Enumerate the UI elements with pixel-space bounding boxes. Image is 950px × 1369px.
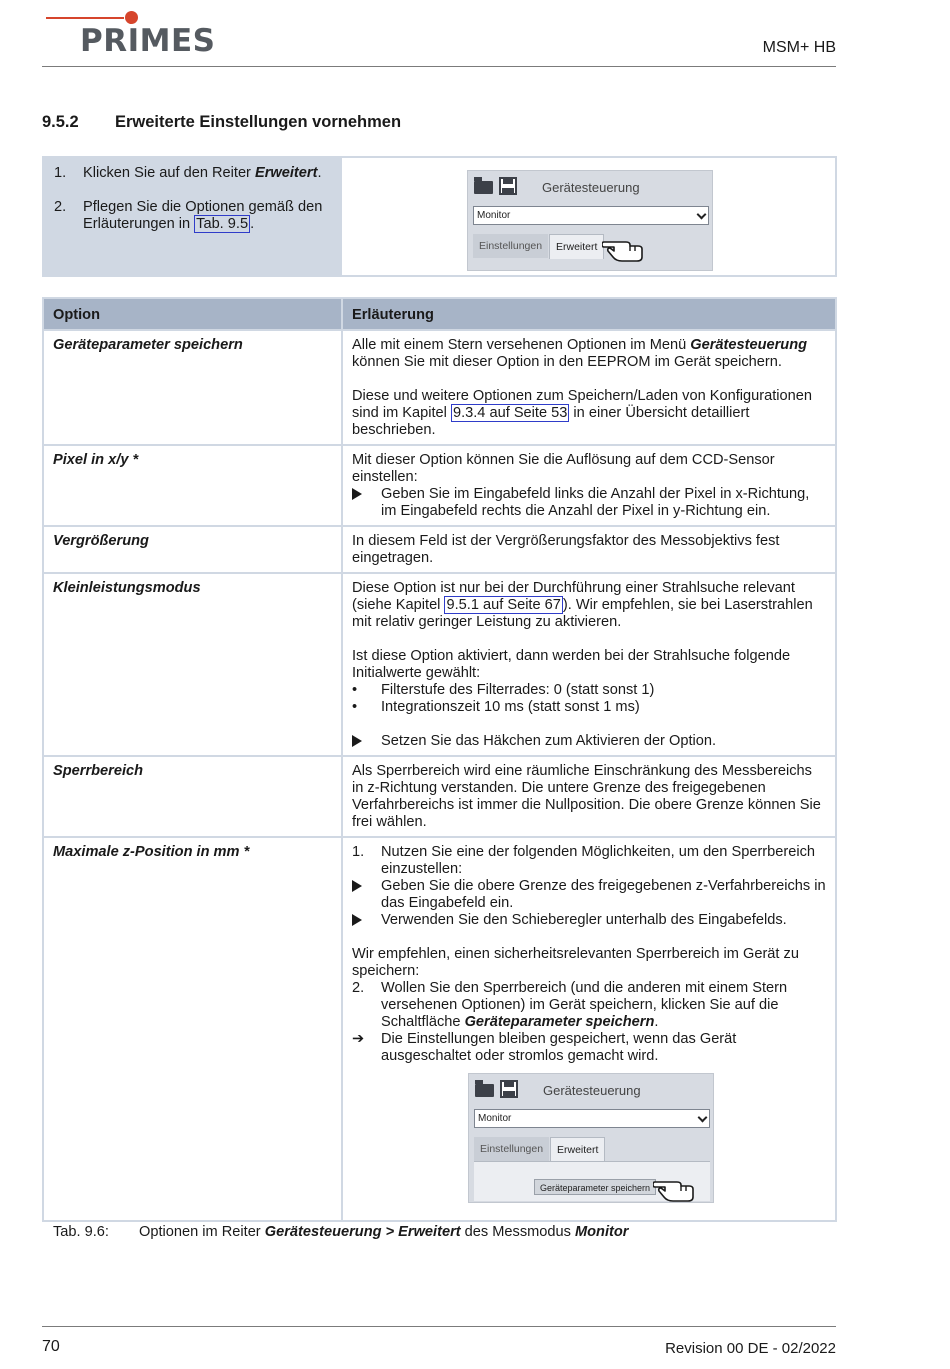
list-item: • Filterstufe des Filterrades: 0 (statt sonst 1) (352, 682, 655, 698)
chevron-down-icon (697, 210, 707, 220)
option-name: Vergrößerung (43, 526, 342, 573)
list-item: 1. Nutzen Sie eine der folgenden Möglichkeiten, um den Sperrbereich einzustellen: (352, 844, 816, 877)
primes-logo (46, 8, 226, 58)
list-item: 2. Wollen Sie den Sperrbereich (und die anderen mit einem Stern versehenen Optionen) im Gerät speichern, klicken Sie auf die Schaltfläche Geräteparameter speichern. (352, 980, 788, 1030)
table-row (43, 445, 836, 526)
logo-text: PRIMES (80, 23, 216, 59)
option-name: Pixel in x/y * (43, 445, 342, 526)
device-control-screenshot (468, 1073, 714, 1203)
instruction-steps (44, 158, 342, 275)
page-number: 70 (42, 1338, 60, 1355)
option-explanation: Alle mit einem Stern versehenen Optionen im Menü Gerätesteuerung können Sie mit dieser Option in den EEPROM im Gerät speichern. Diese und weitere Optionen zum Speichern/Laden von Konfigurationen sind im Kapitel 9.3.4 auf Seite 53 in einer Übersicht detailliert beschrieben. (342, 330, 836, 445)
table-row (43, 756, 836, 837)
widget-title: Gerätesteuerung (542, 180, 640, 195)
tab-advanced: Erweitert (550, 1137, 605, 1162)
tab-advanced: Erweitert (549, 234, 604, 259)
save-device-parameters-button: Geräteparameter speichern (534, 1179, 656, 1195)
option-explanation: Als Sperrbereich wird eine räumliche Einschränkung des Messbereichs in z-Richtung verstanden. Die untere Grenze des freigegebenen Verfahrbereichs ist immer die Nullposition. Die obere Grenze können Sie frei wählen. (342, 756, 836, 837)
step-number: 1. (54, 165, 67, 181)
column-header-explanation: Erläuterung (342, 298, 836, 330)
section-title: Erweiterte Einstellungen vornehmen (115, 113, 402, 131)
list-item: Setzen Sie das Häkchen zum Aktivieren der Option. (352, 733, 827, 750)
option-explanation: Mit dieser Option können Sie die Auflösung auf dem CCD-Sensor einstellen: Geben Sie im Eingabefeld links die Anzahl der Pixel in x-Richtung, im Eingabefeld rechts die Anzahl der Pixel in y-Richtung ein. (342, 445, 836, 526)
list-item: • Integrationszeit 10 ms (statt sonst 1 ms) (352, 699, 640, 715)
table-caption: Optionen im Reiter Gerätesteuerung > Erweitert des Messmodus Monitor (139, 1224, 629, 1240)
list-item: ➔ Die Einstellungen bleiben gespeichert, wenn das Gerät ausgeschaltet oder stromlos gemacht wird. (352, 1031, 737, 1064)
document-id: MSM+ HB (762, 39, 836, 56)
option-explanation: Diese Option ist nur bei der Durchführung einer Strahlsuche relevant (siehe Kapitel 9.5.1 auf Seite 67 ). Wir empfehlen, sie bei Laserstrahlen mit relativ geringer Leistung zu aktivieren. Ist diese Option aktiviert, dann werden bei der Strahlsuche folgende Initialwerte gewählt: • Filterstufe des Filterrades: 0 (statt sonst 1) • Integrationszeit 10 ms (statt sonst 1 ms) Setzen Sie das Häkchen zum Aktivieren der Option. (342, 573, 836, 756)
device-control-screenshot (467, 170, 713, 271)
option-name: Maximale z-Position in mm * (43, 837, 342, 1221)
option-explanation: 1. Nutzen Sie eine der folgenden Möglichkeiten, um den Sperrbereich einzustellen: Geben Sie die obere Grenze des freigegebenen z-Verfahrbereichs in das Eingabefeld ein. Verwenden Sie den Schieberegler unterhalb des Eingabefelds. Wir empfehlen, einen sicherheitsrelevanten Sperrbereich im Gerät zu speichern: 2. Wollen Sie den Sperrbereich (und die anderen mit einem Stern versehenen Optionen) im Gerät speichern, klicken Sie auf die Schaltfläche Geräteparameter speichern. ➔ Die Einstellungen bleiben gespeichert, wenn das Gerät ausgeschaltet oder stromlos gemacht wird. Gerätesteuerung Monitor Einstellungen Erweitert Geräteparameter speichern (342, 837, 836, 1221)
table-caption-label: Tab. 9.6: (53, 1224, 109, 1240)
option-explanation: In diesem Feld ist der Vergrößerungsfaktor des Messobjektivs fest eingetragen. (342, 526, 836, 573)
chevron-down-icon (698, 1113, 708, 1123)
step-text: Klicken Sie auf den Reiter Erweitert. (83, 165, 322, 181)
options-table (42, 297, 837, 1222)
option-name: Geräteparameter speichern (43, 330, 342, 445)
table-header-row (43, 298, 836, 330)
section-number: 9.5.2 (42, 113, 79, 131)
revision-info: Revision 00 DE - 02/2022 (665, 1340, 836, 1357)
pointing-hand-icon (602, 228, 646, 262)
table-row (43, 837, 836, 1221)
logo-line (46, 17, 124, 19)
option-name: Kleinleistungsmodus (43, 573, 342, 756)
tab-settings: Einstellungen (474, 1137, 549, 1161)
table-row (43, 330, 836, 445)
header-rule (42, 66, 836, 67)
tab-settings: Einstellungen (473, 234, 548, 258)
action-arrow-icon (352, 735, 362, 747)
folder-icon (474, 181, 493, 194)
chapter-link[interactable]: 9.3.4 auf Seite 53 (452, 405, 568, 421)
list-item: Verwenden Sie den Schieberegler unterhalb des Eingabefelds. (352, 912, 827, 929)
column-header-option: Option (43, 298, 342, 330)
folder-icon (475, 1084, 494, 1097)
mode-select: Monitor (473, 206, 709, 225)
table-row (43, 526, 836, 573)
footer-rule (42, 1326, 836, 1327)
floppy-disk-icon (499, 177, 517, 195)
mode-select: Monitor (474, 1109, 710, 1128)
table-row (43, 573, 836, 756)
list-item: Geben Sie die obere Grenze des freigegebenen z-Verfahrbereichs in das Eingabefeld ein. (352, 878, 827, 912)
action-arrow-icon (352, 880, 362, 892)
list-item: Geben Sie im Eingabefeld links die Anzahl der Pixel in x-Richtung, im Eingabefeld rechts die Anzahl der Pixel in y-Richtung ein. (352, 486, 827, 520)
floppy-disk-icon (500, 1080, 518, 1098)
action-arrow-icon (352, 488, 362, 500)
instruction-box (42, 156, 837, 277)
action-arrow-icon (352, 914, 362, 926)
chapter-link[interactable]: 9.5.1 auf Seite 67 (446, 597, 561, 613)
option-name: Sperrbereich (43, 756, 342, 837)
widget-title: Gerätesteuerung (543, 1083, 641, 1098)
table-link[interactable]: Tab. 9.5 (196, 216, 249, 232)
step-number: 2. (54, 199, 67, 215)
result-arrow-icon: ➔ (352, 1031, 365, 1047)
pointing-hand-icon (653, 1168, 697, 1202)
step-text: Pflegen Sie die Optionen gemäß den Erläuterungen in Tab. 9.5 . (83, 199, 323, 232)
